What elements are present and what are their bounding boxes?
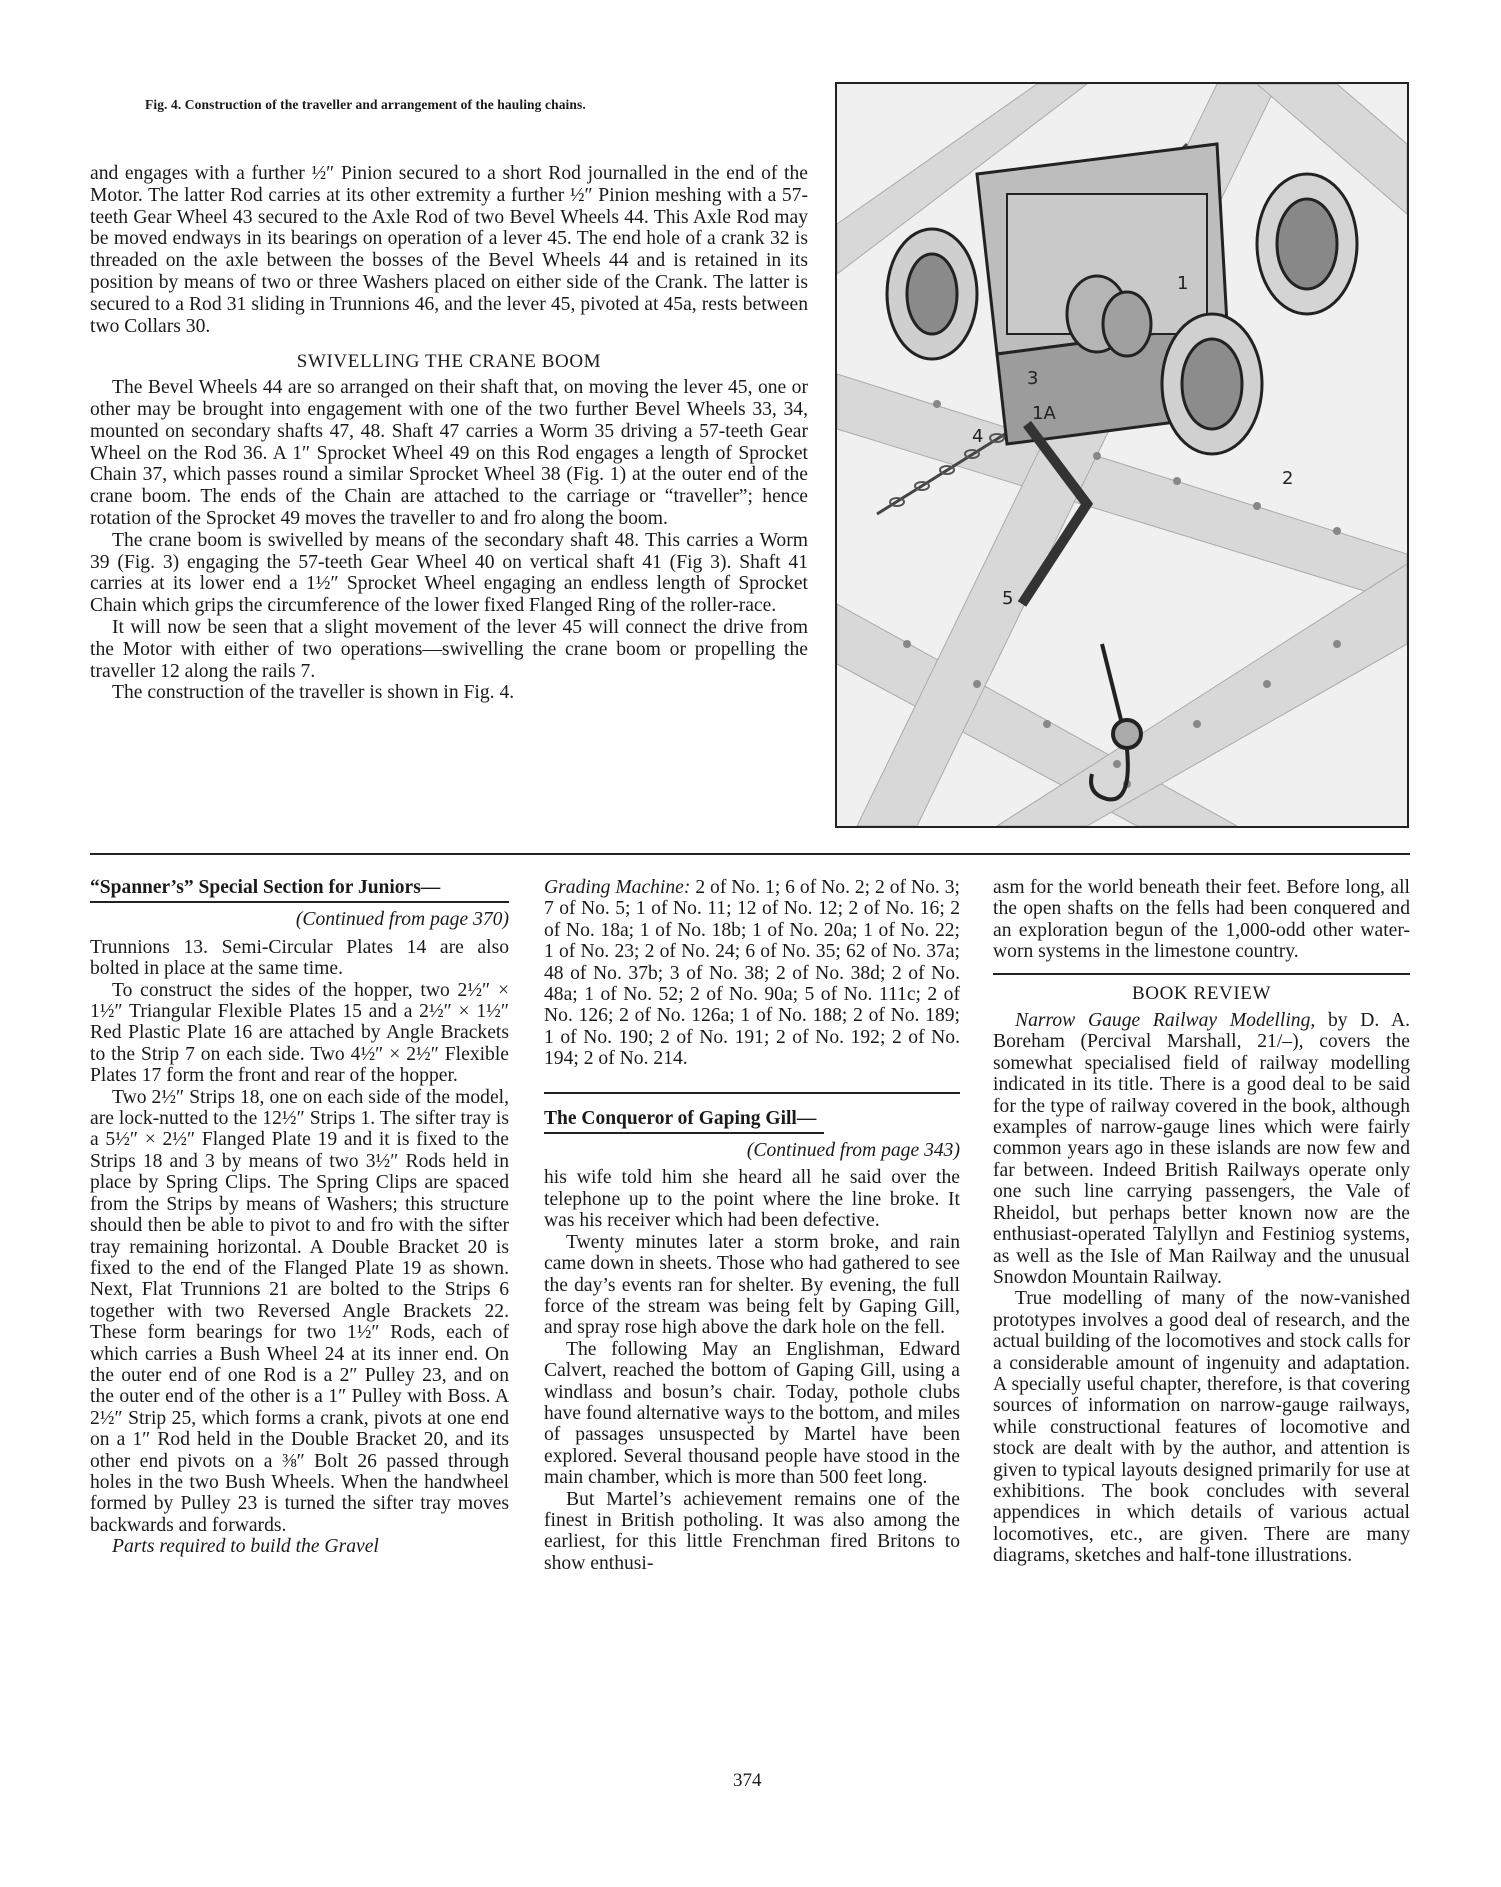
traveller-illustration: [835, 82, 1409, 828]
top-paragraph: The construction of the traveller is shown in Fig. 4.: [112, 682, 515, 704]
spanner-paragraph: Parts required to build the Gravel: [112, 1536, 379, 1558]
continued-note: (Continued from page 343): [746, 1140, 960, 1162]
top-paragraph: and engages with a further ½″ Pinion secured to a short Rod journalled in the end of the Motor. The latter Rod carries at its other extremity a further ½″ Pinion meshing with a 57-teeth Gear Wheel 43 secured to the Axle Rod of two Bevel Wheels 44. This Axle Rod may be moved endways in its bearings on operation of a lever 45. The end hole of a crank 32 is threaded on the axle between the bosses of the Bevel Wheels 44 and is retained in its position by means of two or three Washers placed on either side of the Crank. The latter is secured to a Rod 31 sliding in Trunnions 46, and the lever 45, pivoted at 45a, rests between two Collars 30.: [90, 163, 808, 337]
parts-values: 2 of No. 1; 6 of No. 2; 2 of No. 3; 7 of No. 5; 1 of No. 11; 12 of No. 12; 2 of No. 16; 2 of No. 18a; 1 of No. 18b; 1 of No. 20a; 1 of No. 22; 1 of No. 23; 2 of No. 24; 6 of No. 35; 62 of No. 37a; 48 of No. 37b; 3 of No. 38; 2 of No. 38d; 2 of No. 48a; 1 of No. 52; 2 of No. 90a; 5 of No. 111c; 2 of No. 126; 2 of No. 126a; 1 of No. 188; 2 of No. 189; 1 of No. 190; 2 of No. 191; 2 of No. 192; 2 of No. 194; 2 of No. 214.: [544, 877, 960, 1070]
page-number: 374: [733, 1770, 762, 1791]
figure-label: 1: [1177, 273, 1189, 294]
conqueror-paragraph: Twenty minutes later a storm broke, and rain came down in sheets. Those who had gathered to see the day’s events ran for shelter. By evening, the full force of the stream was being felt by Gaping Gill, and spray rose high above the dark hole on the fell.: [544, 1231, 960, 1339]
spanner-heading: “Spanner’s” Special Section for Juniors—: [90, 877, 441, 898]
conqueror-paragraph: asm for the world beneath their feet. Before long, all the open shafts on the fells had been conquered and an exploration begun of the 1,000-odd other water-worn systems in the limestone country.: [993, 877, 1410, 963]
continued-note: (Continued from page 370): [295, 909, 509, 931]
spanner-paragraph: Trunnions 13. Semi-Circular Plates 14 are also bolted in place at the same time.: [90, 936, 509, 980]
book-review-heading: BOOK REVIEW: [1131, 982, 1272, 1004]
traveller-drawing: [837, 84, 1407, 826]
top-article: [90, 163, 808, 704]
column-3: [993, 877, 1410, 1567]
book-review-paragraph: [993, 1010, 1410, 1288]
top-paragraph: The Bevel Wheels 44 are so arranged on their shaft that, on moving the lever 45, one or other may be brought into engagement with one of the two further Bevel Wheels 33, 34, mounted on secondary shafts 47, 48. Shaft 47 carries a Worm 35 driving a 57-teeth Gear Wheel on the Rod 36. A 1″ Sprocket Wheel 49 on this Rod engages a length of Sprocket Chain 37, which passes round a similar Sprocket Wheel 38 (Fig. 1) at the outer end of the crane boom. The ends of the Chain are attached to the carriage or “traveller”; hence rotation of the Sprocket 49 moves the traveller to and fro along the boom.: [90, 377, 808, 529]
book-review-paragraph: True modelling of many of the now-vanished prototypes involves a good deal of research, and the actual building of the locomotives and stock calls for a considerable amount of ingenuity and adaptation. A specially useful chapter, therefore, is that covering sources of information on narrow-gauge railways, while constructional features of locomotive and stock are dealt with by the author, and attention is given to typical layouts designed primarily for use at exhibitions. The book concludes with several appendices in which details of various actual locomotives, etc., are given. There are many diagrams, sketches and half-tone illustrations.: [993, 1288, 1410, 1567]
conqueror-paragraph: his wife told him she heard all he said over the telephone up to the point where the line broke. It was his receiver which had been defective.: [544, 1167, 960, 1232]
book-review-text: by D. A. Boreham (Percival Marshall, 21/–), covers the somewhat specialised field of railway modelling indicated in its title. There is a good deal to be said for the type of railway covered in the book, although examples of narrow-gauge lines which were fairly common years ago in these islands are now few and far between. Indeed British Railways operate only one such line carrying passengers, the Vale of Rheidol, but perhaps better known now are the enthusiast-operated Talyllyn and Festiniog systems, as well as the Isle of Man Railway and the unusual Snowdon Mountain Railway.: [993, 1010, 1410, 1288]
conqueror-heading: The Conqueror of Gaping Gill—: [544, 1107, 817, 1129]
column-2: [544, 877, 960, 1574]
top-paragraph: The crane boom is swivelled by means of the secondary shaft 48. This carries a Worm 39 (Fig. 3) engaging the 57-teeth Gear Wheel 40 on vertical shaft 41 (Fig 3). Shaft 41 carries at its lower end a 1½″ Sprocket Wheel engaging an endless length of Sprocket Chain which grips the circumference of the lower fixed Flanged Ring of the roller-race.: [90, 529, 808, 617]
heading-rule: [90, 901, 509, 903]
figure-label: 1A: [1032, 403, 1056, 424]
conqueror-paragraph: But Martel’s achievement remains one of the finest in British potholing. It was also among the earliest, for this little Frenchman fired Britons to show enthusi-: [544, 1488, 960, 1574]
conqueror-paragraph: The following May an Englishman, Edward Calvert, reached the bottom of Gaping Gill, using a windlass and bosun’s chair. Today, pothole clubs have found alternative ways to the bottom, and miles of passages unsuspected by Martel have been explored. Several thousand people have stood in the main chamber, which is more than 500 feet long.: [544, 1338, 960, 1489]
figure-label: 3: [1027, 368, 1039, 389]
divider: [993, 973, 1410, 975]
heading-rule: [544, 1132, 824, 1134]
figure-label: 5: [1002, 588, 1014, 609]
section-heading: SWIVELLING THE CRANE BOOM: [296, 351, 602, 373]
column-1: [90, 877, 509, 1558]
divider: [90, 853, 1410, 855]
figure-label: 2: [1282, 468, 1294, 489]
figure-label: 4: [972, 426, 984, 447]
top-paragraph: It will now be seen that a slight movement of the lever 45 will connect the drive from the Motor with either of two operations—swivelling the crane boom or propelling the traveller 12 along the rails 7.: [90, 616, 808, 682]
book-title: Narrow Gauge Railway Modelling,: [1015, 1010, 1316, 1032]
divider: [544, 1092, 960, 1094]
figure-caption: Fig. 4. Construction of the traveller and arrangement of the hauling chains.: [145, 97, 586, 112]
parts-list: [544, 877, 960, 1070]
spanner-paragraph: Two 2½″ Strips 18, one on each side of the model, are lock-nutted to the 12½″ Strips 1. The sifter tray is a 5½″ × 2½″ Flanged Plate 19 and it is fixed to the Strips 18 and 3 by means of two 3½″ Rods held in place by Spring Clips. The Spring Clips are spaced from the Strips by means of Washers; this structure should then be able to pivot to and fro with the sifter tray remaining horizontal. A Double Bracket 20 is fixed to the end of the Flanged Plate 19 as shown. Next, Flat Trunnions 21 are bolted to the Strips 6 together with two Reversed Angle Brackets 22. These form bearings for two 1½″ Rods, each of which carries a Bush Wheel 24 at its inner end. On the outer end of one Rod is a 2″ Pulley 23, and on the outer end of the other is a 1″ Pulley with Boss. A 2½″ Strip 25, which forms a crank, pivots at one end on a 1″ Rod held in the Double Bracket 20, and its other end pivots on a ⅜″ Bolt 26 passed through holes in the two Bush Wheels. When the handwheel formed by Pulley 23 is turned the sifter tray moves backwards and forwards.: [90, 1086, 509, 1536]
parts-label: Grading Machine:: [544, 877, 691, 898]
spanner-paragraph: To construct the sides of the hopper, two 2½″ × 1½″ Triangular Flexible Plates 15 and a 2½″ × 1½″ Red Plastic Plate 16 are attached by Angle Brackets to the Strip 7 on each side. Two 4½″ × 2½″ Flexible Plates 17 form the front and rear of the hopper.: [90, 979, 509, 1087]
